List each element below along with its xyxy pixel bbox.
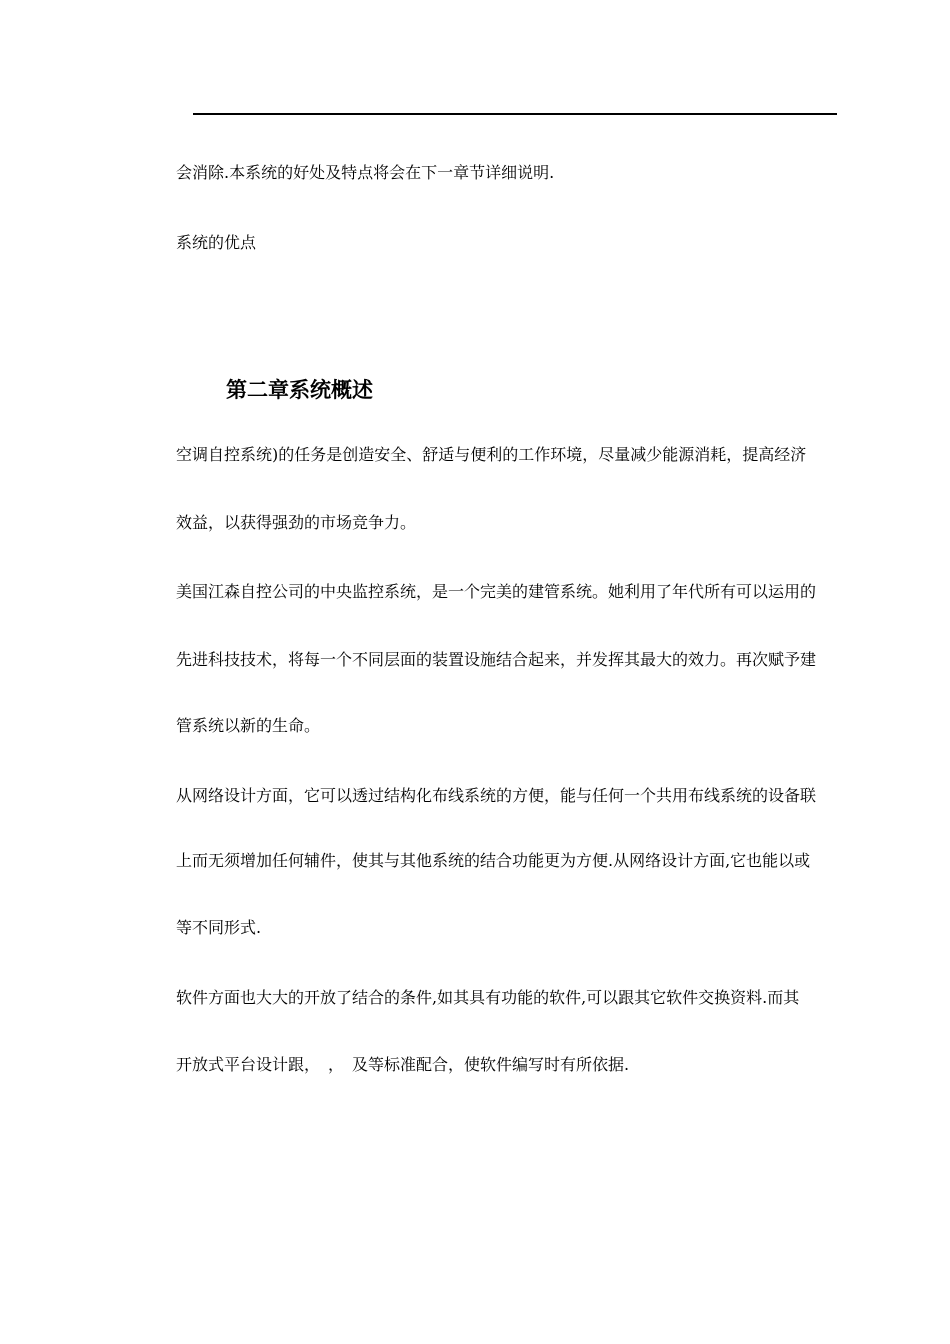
text-line: 效益，以获得强劲的市场竞争力。 bbox=[176, 513, 417, 532]
text-line: 美国江森自控公司的中央监控系统，是一个完美的建管系统。她利用了年代所有可以运用的 bbox=[176, 582, 817, 601]
text-line: 会消除.本系统的好处及特点将会在下一章节详细说明. bbox=[176, 163, 555, 182]
text-line: 空调自控系统)的任务是创造安全、舒适与便利的工作环境，尽量减少能源消耗，提高经济 bbox=[176, 445, 807, 464]
text-line: 上而无须增加任何辅件，使其与其他系统的结合功能更为方便.从网络设计方面,它也能以或 bbox=[176, 851, 811, 870]
text-line: 系统的优点 bbox=[176, 233, 257, 252]
text-line: 开放式平台设计跟， ， 及等标准配合，使软件编写时有所依据. bbox=[176, 1055, 630, 1074]
text-line: 等不同形式. bbox=[176, 918, 262, 937]
text-line: 管系统以新的生命。 bbox=[176, 716, 321, 735]
text-line: 先进科技技术，将每一个不同层面的装置设施结合起来，并发挥其最大的效力。再次赋予建 bbox=[176, 650, 817, 669]
chapter-title: 第二章系统概述 bbox=[226, 378, 373, 402]
header-rule bbox=[193, 113, 837, 115]
text-line: 从网络设计方面，它可以透过结构化布线系统的方便，能与任何一个共用布线系统的设备联 bbox=[176, 786, 817, 805]
text-line: 软件方面也大大的开放了结合的条件,如其具有功能的软件,可以跟其它软件交换资料.而其 bbox=[176, 988, 800, 1007]
